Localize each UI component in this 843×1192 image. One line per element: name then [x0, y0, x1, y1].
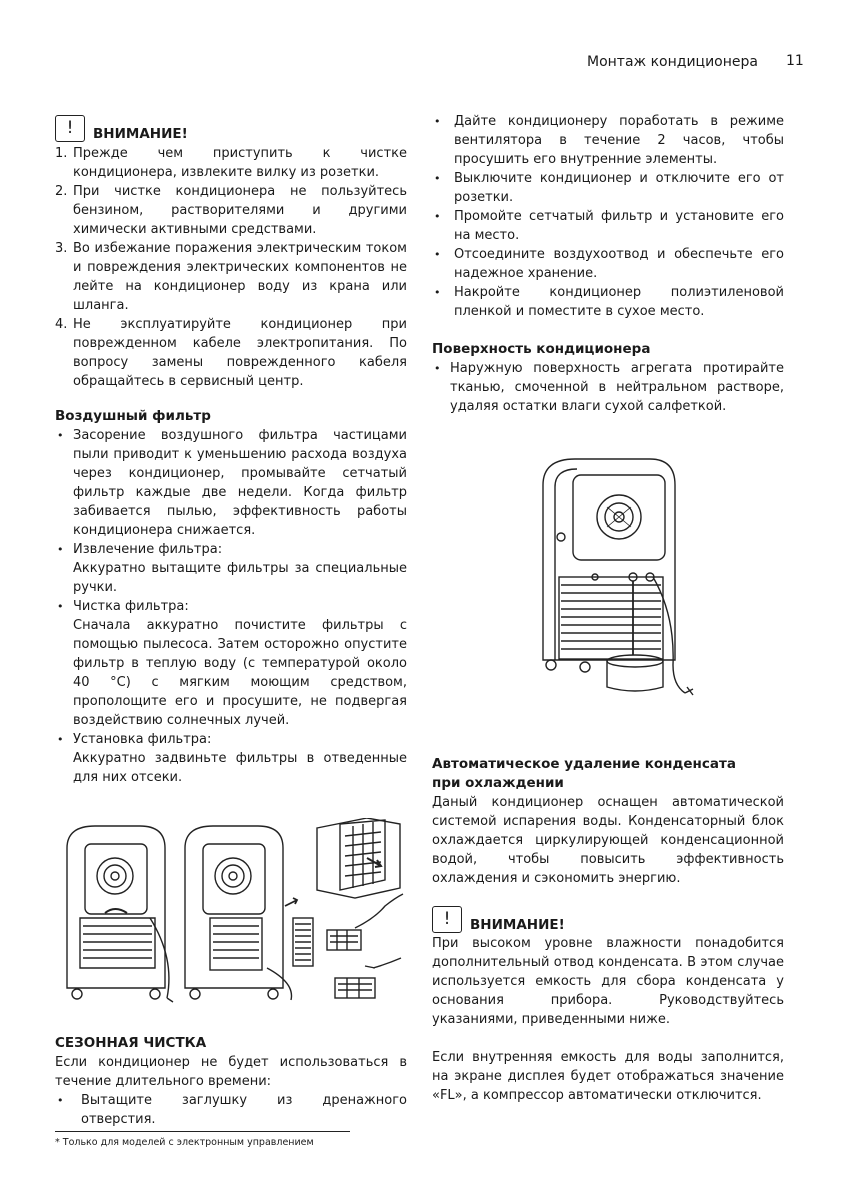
- surface-list: [432, 359, 784, 416]
- footnote-divider: [55, 1131, 350, 1132]
- seasonal-steps-list: [432, 112, 784, 321]
- condensate-drain-illustration: [535, 455, 705, 700]
- seasonal-section: [55, 1034, 407, 1129]
- list-item: • Отсоедините воздухоотвод и обеспечьте его надежное хранение.: [432, 245, 784, 283]
- auto-drain-text: Даный кондиционер оснащен автоматической системой испарения воды. Конденсаторный блок охлаждается циркулирующей конденсационной водой, чтобы повысить эффективность охлаждения и сэкономить энергию.: [432, 795, 784, 886]
- footnote: * Только для моделей с электронным управлением: [55, 1137, 314, 1148]
- warning-block: [55, 115, 407, 142]
- list-item: • Наружную поверхность агрегата протирайте тканью, смоченной в нейтральном растворе, удаляя остатки влаги сухой салфеткой.: [432, 359, 784, 416]
- list-item: • Дайте кондиционеру поработать в режиме вентилятора в течение 2 часов, чтобы просушить его внутренние элементы.: [432, 112, 784, 169]
- list-item: • Чистка фильтра: Сначала аккуратно почистите фильтры с помощью пылесоса. Затем осторожно опустите фильтр в теплую воду (с температурой около 40 °С) с мягким моющим средством, прополощите его и просушите, не подвергая воздействию солнечных лучей.: [55, 597, 407, 730]
- list-item: • Установка фильтра: Аккуратно задвиньте фильтры в отведенные для них отсеки.: [55, 730, 407, 787]
- warning-text: При высоком уровне влажности понадобится дополнительный отвод конденсата. В этом случае используется емкость для сбора конденсата у основания прибора. Руководствуйтесь указаниями, приведенными ниже.: [432, 936, 784, 1027]
- filter-removal-illustration: [55, 818, 410, 1008]
- exclamation-box-icon: !: [432, 906, 462, 933]
- exclamation-box-icon: !: [55, 115, 85, 142]
- warning-text: Если внутренняя емкость для воды заполнится, на экране дисплея будет отображаться значение «FL», а компрессор автоматически отключится.: [432, 1050, 784, 1103]
- section-heading-seasonal: СЕЗОННАЯ ЧИСТКА: [55, 1035, 207, 1051]
- warning-block: [432, 906, 784, 933]
- air-filter-list: [55, 426, 407, 787]
- warning-list: [55, 144, 407, 391]
- list-item: 1. Прежде чем приступить к чистке кондиционера, извлеките вилку из розетки.: [55, 146, 407, 180]
- list-item: • Накройте кондиционер полиэтиленовой пленкой и поместите в сухое место.: [432, 283, 784, 321]
- section-heading-auto-drain: Автоматическое удаление конденсата при охлаждении: [432, 756, 736, 791]
- auto-drain-section: [432, 755, 784, 1105]
- list-item: • Извлечение фильтра: Аккуратно вытащите фильтры за специальные ручки.: [55, 540, 407, 597]
- seasonal-intro: Если кондиционер не будет использоваться в течение длительного времени:: [55, 1055, 407, 1089]
- running-header: Монтаж кондиционера: [587, 54, 758, 70]
- page-number: 11: [786, 53, 804, 69]
- list-item: 4. Не эксплуатируйте кондиционер при поврежденном кабеле электропитания. По вопросу замены поврежденного кабеля обращайтесь в сервисный центр.: [55, 317, 407, 389]
- warning-label: ВНИМАНИЕ!: [470, 917, 565, 933]
- warning-label: ВНИМАНИЕ!: [93, 126, 188, 142]
- list-item: • Выключите кондиционер и отключите его от розетки.: [432, 169, 784, 207]
- list-item: • Вытащите заглушку из дренажного отверстия.: [55, 1091, 407, 1129]
- right-column: [432, 112, 784, 416]
- seasonal-list: [55, 1091, 407, 1129]
- list-item: 3. Во избежание поражения электрическим током и повреждения электрических компонентов не лейте на кондиционер воду из крана или шланга.: [55, 241, 407, 313]
- section-heading-surface: Поверхность кондиционера: [432, 341, 651, 357]
- section-heading-air-filter: Воздушный фильтр: [55, 408, 211, 424]
- list-item: 2. При чистке кондиционера не пользуйтесь бензином, растворителями и другими химически активными средствами.: [55, 184, 407, 237]
- list-item: • Промойте сетчатый фильтр и установите его на место.: [432, 207, 784, 245]
- list-item: • Засорение воздушного фильтра частицами пыли приводит к уменьшению расхода воздуха через кондиционер, промывайте сетчатый фильтр каждые две недели. Когда фильтр забивается пылью, эффективность работы кондиционера снижается.: [55, 426, 407, 540]
- left-column: [55, 115, 407, 787]
